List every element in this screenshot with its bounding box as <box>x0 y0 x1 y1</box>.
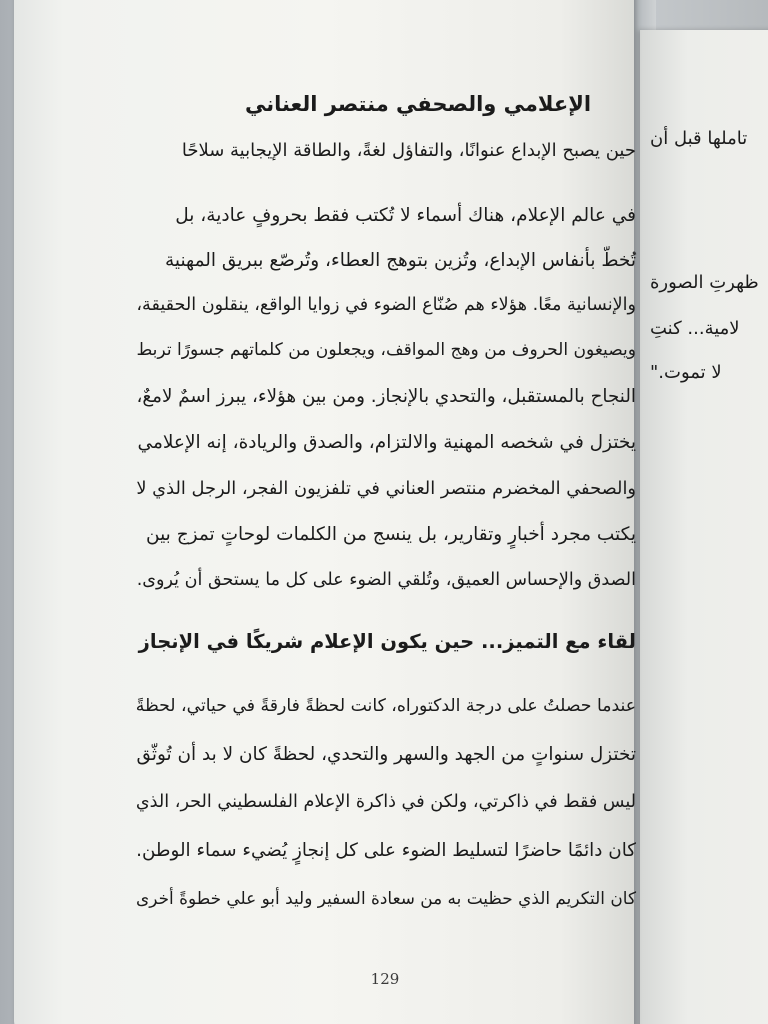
paragraph-line: تختزل سنواتٍ من الجهد والسهر والتحدي، لحظةً كان لا بد أن تُوثّق <box>136 744 636 765</box>
right-page <box>640 30 768 1024</box>
paragraph-line: تُخطّ بأنفاس الإبداع، وتُزين بتوهج العطاء، وتُرصّع ببريق المهنية <box>164 250 636 271</box>
paragraph-line: ويصيغون الحروف من وهج المواقف، ويجعلون من كلماتهم جسورًا تربط <box>136 340 636 360</box>
paragraph-line: في عالم الإعلام، هناك أسماء لا تُكتب فقط بحروفٍ عادية، بل <box>175 205 636 226</box>
paragraph-line: ليس فقط في ذاكرتي، ولكن في ذاكرة الإعلام الفلسطيني الحر، الذي <box>135 792 636 812</box>
paragraph-line: عندما حصلتُ على درجة الدكتوراه، كانت لحظةً فارقةً في حياتي، لحظةً <box>135 696 636 716</box>
paragraph-line: النجاح بالمستقبل، والتحدي بالإنجاز. ومن بين هؤلاء، يبرز اسمٌ لامعٌ، <box>136 386 636 407</box>
subtitle: حين يصبح الإبداع عنوانًا، والتفاؤل لغةً، والطاقة الإيجابية سلاحًا <box>181 140 636 161</box>
right-page-line: لامية... كنتِ <box>650 318 740 339</box>
paragraph-line: كان التكريم الذي حظيت به من سعادة السفير وليد أبو علي خطوةً أخرى <box>136 888 636 908</box>
paragraph-line: والإنسانية معًا. هؤلاء هم صُنّاع الضوء في زوايا الواقع، ينقلون الحقيقة، <box>136 295 636 315</box>
paragraph-line: كان دائمًا حاضرًا لتسليط الضوء على كل إنجازٍ يُضيء سماء الوطن. <box>136 840 636 861</box>
page-number: 129 <box>370 970 400 988</box>
page-title: الإعلامي والصحفي منتصر العناني <box>244 92 592 116</box>
paragraph-line: والصحفي المخضرم منتصر العناني في تلفزيون الفجر، الرجل الذي لا <box>136 478 636 499</box>
right-page-line: تاملها قبل أن <box>650 128 748 149</box>
right-page-line: لا تموت." <box>650 362 722 383</box>
right-page-line: ظهرتِ الصورة <box>650 272 759 293</box>
paragraph-line: يكتب مجرد أخبارٍ وتقارير، بل ينسج من الكلمات لوحاتٍ تمزج بين <box>146 524 636 545</box>
section-subheading: لقاء مع التميز... حين يكون الإعلام شريكًا في الإنجاز <box>138 630 636 653</box>
paragraph-line: الصدق والإحساس العميق، وتُلقي الضوء على كل ما يستحق أن يُروى. <box>136 570 636 590</box>
paragraph-line: يختزل في شخصه المهنية والالتزام، والصدق والريادة، إنه الإعلامي <box>137 432 636 453</box>
